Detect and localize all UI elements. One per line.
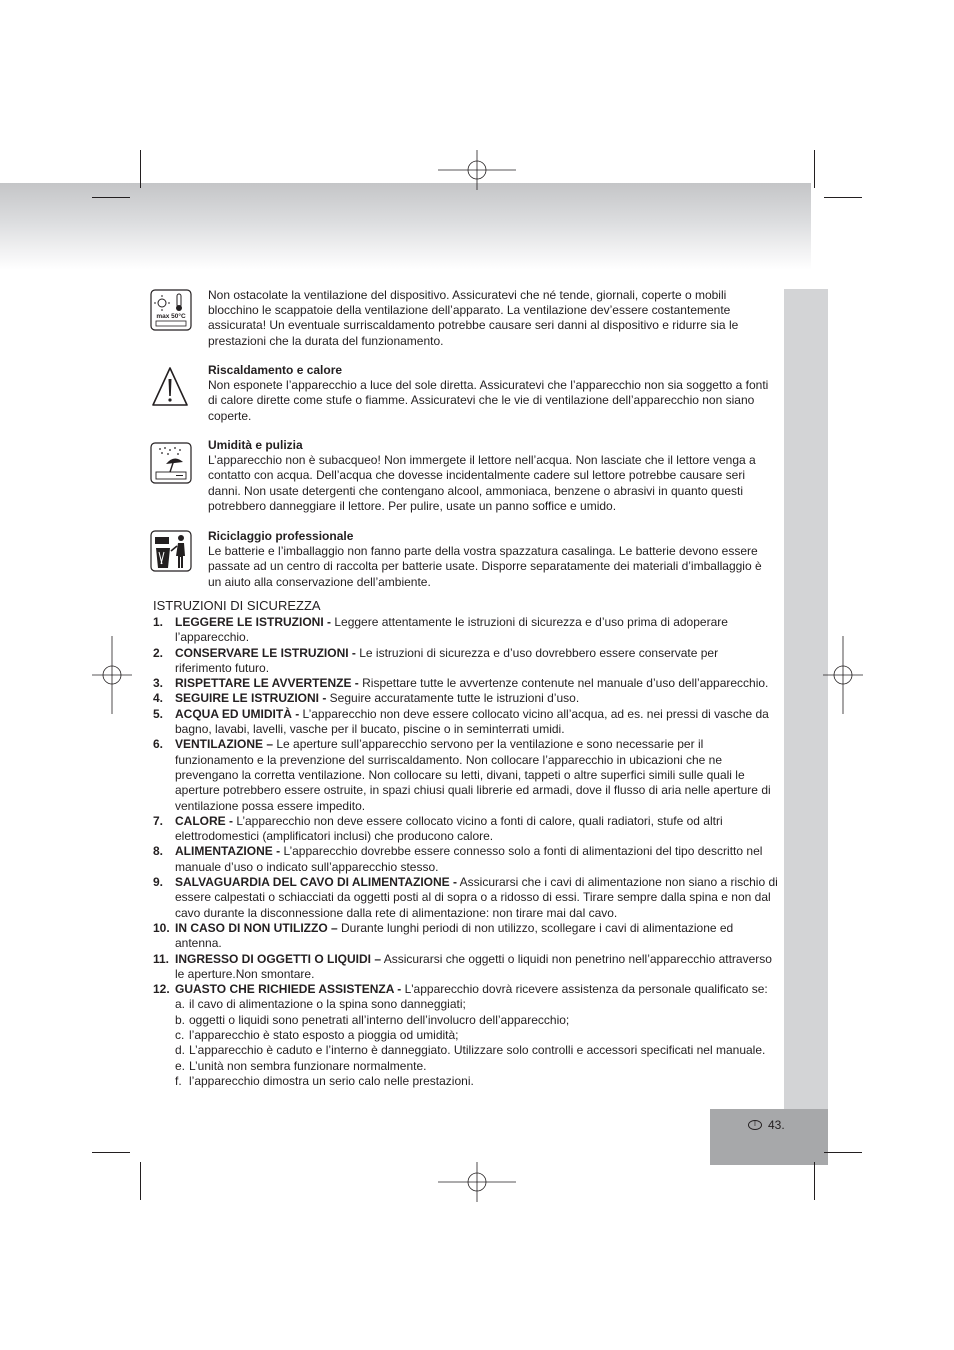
item-number: 10.: [153, 920, 170, 935]
sub-item-text: oggetti o liquidi sono penetrati all’interno dell’involucro dell’apparecchio;: [189, 1012, 570, 1027]
safety-item: [153, 814, 778, 845]
item-number: 11.: [153, 951, 170, 966]
sub-item-text: L’apparecchio è caduto e l’interno è danneggiato. Utilizzare solo controlli e accessori specificati nel manuale.: [189, 1043, 766, 1058]
sub-item: [175, 1028, 778, 1043]
item-heading: GUASTO CHE RICHIEDE ASSISTENZA -: [175, 982, 402, 997]
recycling-bin-icon: [150, 530, 192, 572]
item-number: 1.: [153, 615, 164, 629]
item-heading: ACQUA ED UMIDITÀ -: [175, 706, 300, 721]
notice-text: Le batterie e l’imballaggio non fanno parte della vostra spazzatura casalinga. Le batterie devono essere passate ad un centro di raccolta per batterie usate. Disporre separatamente dei materiali d’imballaggio è un aiuto alla conservazione dell’ambiente.: [208, 544, 762, 589]
crop-mark: [824, 197, 862, 198]
notice-heading: Riciclaggio professionale: [208, 529, 354, 543]
crop-mark: [92, 197, 130, 198]
item-number: 5.: [153, 706, 164, 721]
crop-mark: [814, 150, 815, 188]
item-number: 7.: [153, 813, 164, 828]
item-text: Le istruzioni di sicurezza e d’uso dovrebbero essere conservate per riferimento futuro.: [175, 645, 722, 675]
safety-item: [153, 707, 778, 738]
safety-item: [153, 646, 778, 677]
item-text: L’apparecchio non deve essere collocato vicino a fonti di calore, quali radiatori, stufe od altri elettrodomestici (amplificatori inclusi) che producono calore.: [175, 813, 726, 844]
section-title: ISTRUZIONI DI SICUREZZA: [153, 598, 321, 613]
notice-text: Non esponete l’apparecchio a luce del sole diretta. Assicuratevi che l’apparecchio non sia soggetto a fonti di calore dirette come stufe o fiamme. Assicuratevi che le vie di ventilazione dell’apparecchio non siano coperte.: [208, 378, 769, 423]
sub-item-letter: d.: [175, 1043, 186, 1058]
sub-item-text: l’apparecchio dimostra un serio calo nelle prestazioni.: [189, 1073, 474, 1088]
notice-humidity: [208, 438, 778, 514]
sub-item: [175, 1059, 778, 1074]
sub-item-text: L’unità non sembra funzionare normalmente.: [189, 1058, 427, 1073]
item-text: Le aperture sull’apparecchio servono per la ventilazione e sono necessarie per il funzionamento e la prevenzione del surriscaldamento. Non collocare l’apparecchio in ubicazioni che ne prevengano la corretta ventilazione. Non collocare su letti, divani, tappeti o altre superfici simili sulle quali le aperture potrebbero essere ostruite, in spazi chiusi quali librerie ed armadi, dove il flusso di aria nelle aperture di ventilazione possa essere impedito.: [175, 737, 774, 813]
registration-mark-icon: [438, 150, 516, 190]
crop-mark: [92, 1152, 130, 1153]
safety-item: [153, 875, 782, 921]
safety-item: [153, 844, 778, 875]
item-number: 4.: [153, 691, 164, 706]
registration-mark-icon: [92, 636, 132, 714]
crop-mark: [824, 1152, 862, 1153]
item-heading: ALIMENTAZIONE -: [175, 844, 281, 859]
item-number: 6.: [153, 737, 164, 752]
item-number: 2.: [153, 645, 164, 660]
crop-mark: [140, 150, 141, 188]
sub-item: [175, 1043, 778, 1058]
notice-text: Non ostacolate la ventilazione del dispositivo. Assicuratevi che né tende, giornali, coperte o mobili blocchino le scappatoie della ventilazione dell’apparato. La ventilazione dev’essere costantemente assicurata! Un eventuale surriscaldamento potrebbe causare seri danni al dispositivo e ridurre sia le prestazioni che la durata del funzionamento.: [208, 288, 739, 348]
registration-mark-icon: [823, 636, 863, 714]
notice-heading: Umidità e pulizia: [208, 438, 303, 452]
item-heading: RISPETTARE LE AVVERTENZE -: [175, 676, 359, 691]
sub-item-letter: c.: [175, 1028, 185, 1043]
item-number: 12.: [153, 982, 170, 997]
sub-item-text: il cavo di alimentazione o la spina sono danneggiati;: [189, 997, 466, 1012]
notice-text: L’apparecchio non è subacqueo! Non immergete il lettore nell’acqua. Non lasciate che il lettore venga a contatto con acqua. Dell’acqua che dovesse incidentalmente cadere sul lettore potrebbe causare seri danni. Non usate detergenti che contengano alcool, ammoniaca, benzene o abrasivi in quanto questi potrebbero danneggiare il lettore. Per pulire, usate un panno soffice e umido.: [208, 453, 756, 513]
item-text: L'apparecchio dovrà ricevere assistenza da personale qualificato se:: [401, 982, 768, 997]
temperature-icon-label: max 50°C: [156, 313, 186, 320]
page-number-text: 43.: [768, 1118, 785, 1132]
item-heading: SALVAGUARDIA DEL CAVO DI ALIMENTAZIONE -: [175, 875, 457, 890]
safety-item: [153, 691, 778, 706]
sub-item-letter: f.: [175, 1073, 182, 1088]
sub-item-letter: e.: [175, 1058, 186, 1073]
item-heading: CONSERVARE LE ISTRUZIONI -: [175, 645, 356, 660]
safety-item: [153, 676, 778, 691]
item-heading: SEGUIRE LE ISTRUZIONI -: [175, 691, 327, 706]
sub-item: [175, 1074, 778, 1089]
safety-item: [153, 615, 778, 646]
notice-recycling: [208, 529, 778, 590]
item-text: L’apparecchio non deve essere collocato vicino all’acqua, ad es. nei pressi di vasche da bagno, lavabi, lavelli, vasche per il bucato, piscine o in seminterrati umidi.: [175, 706, 773, 737]
item-text: Assicurarsi che i cavi di alimentazione non siano a rischio di essere calpestati o schiacciati da oggetti posti al di sopra o a ridosso di essi. Tirare sempre dalla spina e non dal cavo durante la disconnessione dalla rete di alimentazione: non tirare mai dal cavo.: [175, 875, 782, 920]
notice-heading: Riscaldamento e calore: [208, 363, 343, 377]
item-number: 8.: [153, 844, 164, 859]
item-number: 3.: [153, 676, 164, 691]
safety-item: [153, 982, 778, 1089]
notice-heat: [208, 363, 778, 424]
safety-item: [153, 737, 778, 813]
item-text: Durante lunghi periodi di non utilizzo, scollegare i cavi di alimentazione ed antenna.: [175, 920, 737, 951]
item-number: 9.: [153, 875, 164, 890]
item-heading: VENTILAZIONE –: [175, 737, 274, 752]
sub-item: [175, 1013, 778, 1028]
crop-mark: [814, 1162, 815, 1200]
warning-triangle-icon: [150, 365, 190, 409]
item-heading: CALORE -: [175, 813, 233, 828]
temperature-icon: [150, 289, 192, 331]
sub-item: [175, 997, 778, 1012]
language-badge: I: [748, 1120, 762, 1130]
sub-item-letter: a.: [175, 997, 186, 1012]
registration-mark-icon: [438, 1162, 516, 1202]
item-heading: LEGGERE LE ISTRUZIONI -: [175, 615, 332, 629]
item-text: L’apparecchio dovrebbe essere connesso solo a fonti di alimentazioni del tipo descritto nel manuale d’uso o indicato sull’apparecchio stesso.: [175, 844, 766, 874]
safety-item: [153, 952, 778, 983]
safety-item: [153, 921, 778, 952]
umbrella-rain-icon: [150, 442, 192, 484]
sub-item-letter: b.: [175, 1012, 186, 1027]
page-number: [748, 1118, 785, 1132]
notice-ventilation: [208, 288, 778, 349]
item-heading: INGRESSO DI OGGETTI O LIQUIDI –: [175, 951, 382, 966]
item-heading: IN CASO DI NON UTILIZZO –: [175, 920, 338, 935]
item-text: Rispettare tutte le avvertenze contenute nel manuale d’uso dell’apparecchio.: [358, 676, 769, 691]
item-text: Leggere attentamente le istruzioni di sicurezza e d’uso prima di adoperare l’apparecchio.: [175, 615, 732, 645]
crop-mark: [140, 1162, 141, 1200]
item-text: Seguire accuratamente tutte le istruzioni d’uso.: [326, 691, 580, 706]
safety-instructions-list: [153, 615, 782, 1089]
sub-item-text: l’apparecchio è stato esposto a pioggia od umidità;: [189, 1028, 459, 1043]
side-tab-bar: [784, 289, 828, 1109]
sub-list: [175, 997, 778, 1089]
item-text: Assicurarsi che oggetti o liquidi non penetrino nell’apparecchio attraverso le aperture.Non smontare.: [175, 951, 776, 981]
